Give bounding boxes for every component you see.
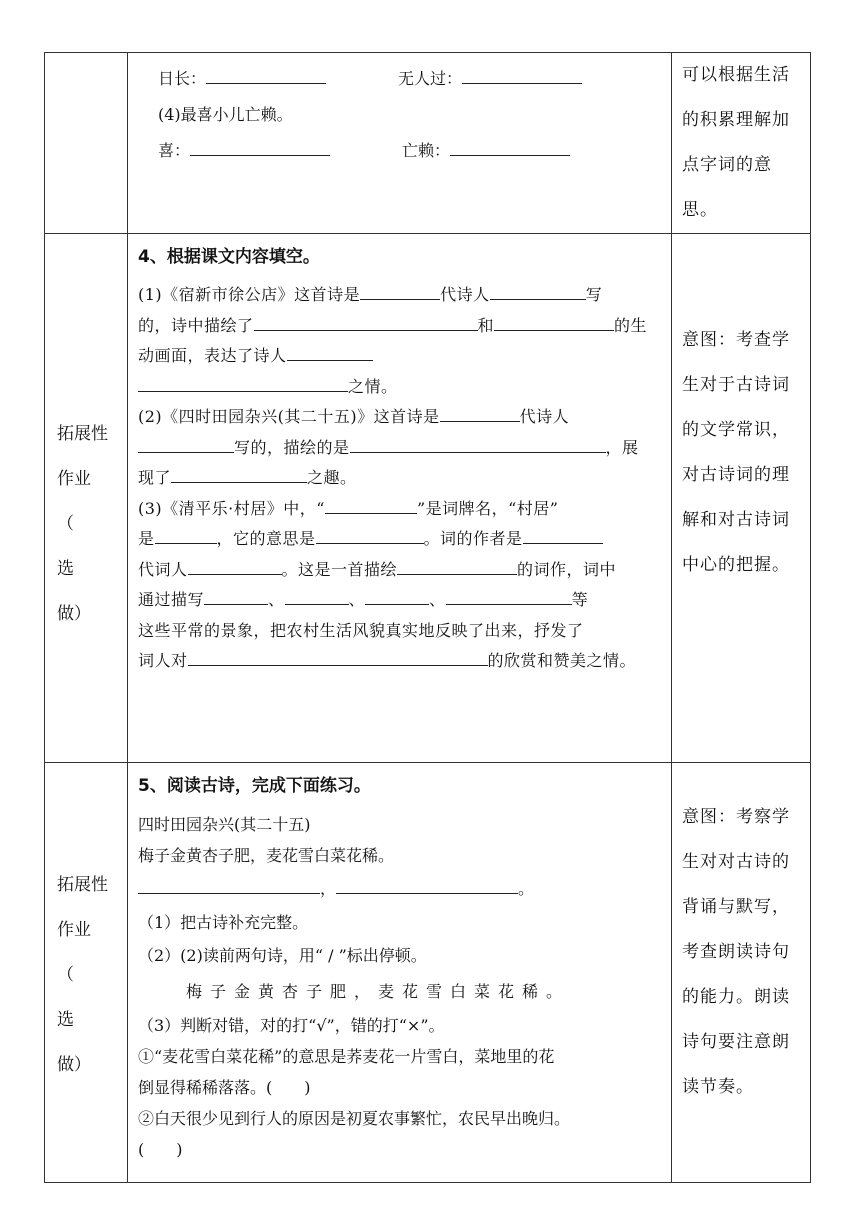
- row3-note-cell: [672, 763, 811, 1183]
- r2-line-3: 之情。: [138, 372, 661, 403]
- q1: （1）把古诗补充完整。: [138, 913, 309, 932]
- row2-label-2: 作业: [57, 469, 91, 489]
- poem-title: 四时田园杂兴(其二十五): [138, 815, 311, 834]
- spaced-poem-line: 梅子金黄杏子肥，麦花雪白菜花稀。: [186, 982, 571, 1001]
- poem-line: 梅子金黄杏子肥，麦花雪白菜花稀。: [138, 846, 395, 865]
- r2-line-8: 是 ，它的意思是 。词的作者是: [138, 524, 661, 555]
- r2-line-9: 代词人 。这是一首描绘 的词作，词中: [138, 559, 617, 579]
- r2-line-11: 这些平常的景象，把农村生活风貌真实地反映了出来，抒发了: [138, 620, 584, 640]
- row2-label-3: （ 选: [57, 514, 108, 579]
- row2-note: 意图：考查学生对于古诗词的文学常识，对古诗词的理解和对古诗词中心的把握。: [682, 330, 790, 575]
- row1-note: 可以根据生活的积累理解加点字词的意思。: [682, 65, 790, 220]
- row1-content-cell: [128, 53, 672, 234]
- row2-label-4: 做）: [57, 604, 91, 624]
- statement-1a: ①“麦花雪白菜花稀”的意思是荞麦花一片雪白，菜地里的花: [138, 1047, 555, 1066]
- r2-line-7: (3)《清平乐·村居》中，“ ”是词牌名，“村居”: [138, 498, 559, 518]
- row3-note: 意图：考察学生对对古诗的背诵与默写，考查朗读诗句的能力。朗读诗句要注意朗读节奏。: [682, 807, 790, 1097]
- row3-title: 5、阅读古诗，完成下面练习。: [138, 776, 371, 796]
- worksheet-table: [44, 52, 811, 1183]
- row2-content-cell: [128, 234, 672, 763]
- row1-line-1: 日长： 无人过：: [138, 61, 661, 97]
- row3-label-cell: [45, 763, 128, 1183]
- r2-line-1: 的，诗中描绘了 和 的生: [138, 315, 648, 335]
- statement-2b: ( ): [138, 1140, 183, 1159]
- row3-label-1: 拓展性: [57, 875, 108, 895]
- statement-2a: ②白天很少见到行人的原因是初夏农事繁忙，农民早出晚归。: [138, 1109, 571, 1128]
- r2-line-0: (1)《宿新市徐公店》这首诗是 代诗人 写: [138, 285, 603, 304]
- row1-label-cell: [45, 53, 128, 234]
- row1-line-3: 喜： 亡赖：: [138, 133, 661, 169]
- row2-label-1: 拓展性: [57, 424, 108, 444]
- r2-line-5: 写的，描绘的是 ，展: [138, 433, 661, 464]
- row3-label-2: 作业: [57, 920, 91, 940]
- row2-note-cell: [672, 234, 811, 763]
- row2-label-cell: [45, 234, 128, 763]
- r2-line-4: (2)《四时田园杂兴(其二十五)》这首诗是 代诗人: [138, 407, 570, 426]
- r2-line-6: 现了 之趣。: [138, 468, 357, 487]
- statement-1b: 倒显得稀稀落落。( ): [138, 1078, 311, 1097]
- row3-label-4: 做）: [57, 1055, 91, 1075]
- q3: （3）判断对错，对的打“√”，错的打“×”。: [138, 1016, 445, 1035]
- row3-label-3: （ 选: [57, 965, 108, 1030]
- r2-line-2: 动画面，表达了诗人: [138, 341, 661, 372]
- r2-line-10: 通过描写 、 、 、 等: [138, 590, 589, 609]
- row2-title: 4、根据课文内容填空。: [138, 247, 320, 267]
- q2: （2）(2)读前两句诗，用“ / ”标出停顿。: [138, 946, 427, 965]
- poem-fill-line: ， 。: [138, 871, 661, 907]
- row3-content-cell: [128, 763, 672, 1183]
- row1-line-2: (4)最喜小儿亡赖。: [158, 105, 293, 124]
- r2-line-12: 词人对 的欣赏和赞美之情。: [138, 651, 637, 670]
- row1-note-cell: [672, 53, 811, 234]
